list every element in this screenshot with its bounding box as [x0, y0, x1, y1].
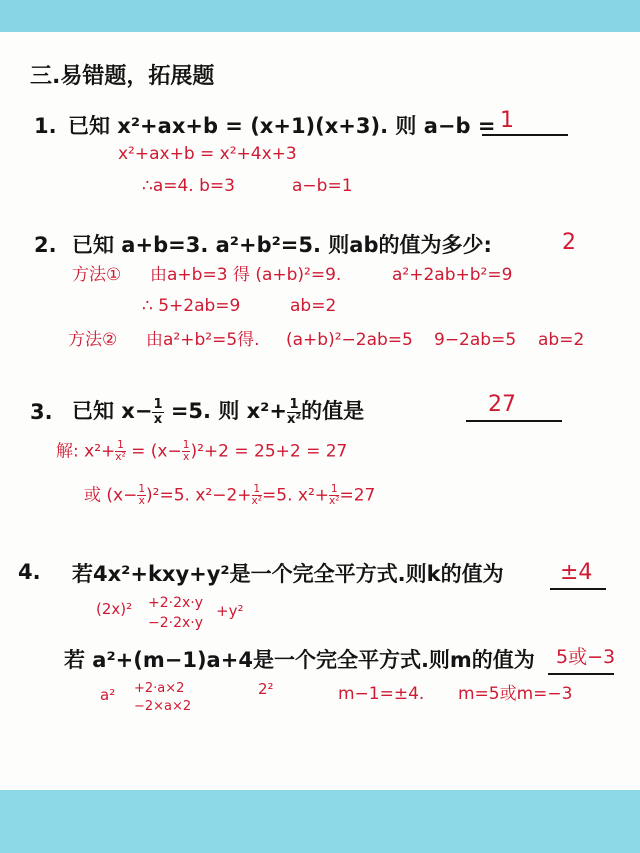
q2-number: 2. [34, 233, 57, 257]
q3-prompt: 已知 x− $\frac{1}{x}$ =5. 则 x²+ $\frac{1}{\text{x²}}$ 的值是 [72, 397, 365, 427]
bottom-band [0, 790, 640, 853]
q4b-answer-line [548, 673, 614, 675]
q2-method1-line2a: ∴ 5+2ab=9 [142, 296, 241, 316]
q2-answer: 2 [562, 230, 576, 255]
q2-method1-expand: a²+2ab+b²=9 [392, 265, 513, 285]
q3-prompt-start: 已知 x− [72, 399, 153, 424]
q4a-work-term1: (2x)² [96, 600, 133, 618]
q3-alternative: 或 (x− $\frac{1}{x}$ )²=5. x²−2+ $\frac{1}{\text{x²}}$ =5. x²+ $\frac{1}{\text{x²}}$ =27 [84, 483, 376, 508]
q1-prompt: 已知 x²+ax+b = (x+1)(x+3). 则 a−b = [68, 114, 496, 138]
q4b-work-step2: m=5或m=−3 [458, 684, 573, 704]
q4-number: 4. [18, 560, 41, 584]
q4b-answer: 5或−3 [556, 646, 616, 668]
q4a-work-term4: +y² [216, 602, 244, 620]
q3-prompt-end: 的值是 [301, 399, 365, 424]
section-header: 三.易错题，拓展题 [30, 64, 215, 89]
q1-work-line2a: ∴a=4. b=3 [142, 176, 235, 196]
q4b-work-term2: +2·a×2 [134, 681, 185, 696]
q4a-work-term3: −2·2x·y [148, 615, 204, 631]
q2-prompt: 已知 a+b=3. a²+b²=5. 则ab的值为多少: [72, 233, 492, 257]
q2-method2-step1: (a+b)²−2ab=5 [286, 330, 413, 350]
q2-method1-line2b: ab=2 [290, 296, 337, 316]
q4a-answer: ±4 [560, 560, 593, 585]
q3-answer-line [466, 420, 562, 422]
q3-solution-label: 解: [56, 441, 79, 462]
q2-method1-label: 方法① [72, 265, 122, 285]
q4a-work-term2: +2·2x·y [148, 595, 204, 611]
q1-answer: 1 [500, 108, 514, 133]
q4b-prompt: 若 a²+(m−1)a+4是一个完全平方式.则m的值为 [64, 648, 535, 672]
q2-method1-text: 由a+b=3 得 (a+b)²=9. [150, 265, 342, 285]
q1-work-line1: x²+ax+b = x²+4x+3 [118, 144, 297, 164]
q4a-answer-line [550, 588, 606, 590]
top-band [0, 0, 640, 32]
q3-number: 3. [30, 400, 53, 424]
q4a-prompt: 若4x²+kxy+y²是一个完全平方式.则k的值为 [72, 562, 504, 586]
q3-answer: 27 [488, 392, 516, 417]
q4b-work-term3: −2×a×2 [134, 699, 192, 714]
q3-fraction-1-over-x: $\frac{1}{x}$ [153, 397, 163, 427]
q3-solution: 解: x²+ $\frac{1}{\text{x²}}$ = (x− $\frac{1}{x}$ )²+2 = 25+2 = 27 [56, 439, 348, 464]
q1-work-line2b: a−b=1 [292, 176, 353, 196]
q4b-work-step1: m−1=±4. [338, 684, 425, 704]
q2-method2-step2: 9−2ab=5 [434, 330, 517, 350]
q2-method2-step3: ab=2 [538, 330, 585, 350]
q4b-work-term4: 2² [258, 680, 274, 698]
q1-answer-line [482, 134, 568, 136]
q3-fraction-1-over-x2: $\frac{1}{\text{x²}}$ [286, 397, 302, 427]
q2-method2-label: 方法② [68, 330, 118, 350]
q4b-work-term1: a² [100, 686, 116, 704]
q1-number: 1. [34, 114, 57, 138]
q2-method2-text: 由a²+b²=5得. [146, 330, 260, 350]
